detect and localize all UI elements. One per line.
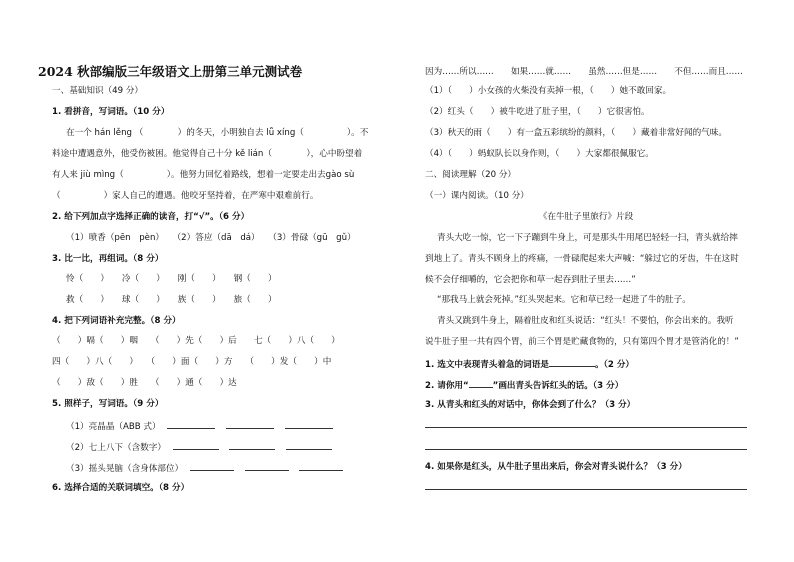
q6-item-1: （1）（ ）小女孩的火柴没有卖掉一根，（ ）她不敢回家。 (425, 86, 672, 96)
answer-blank[interactable] (549, 358, 595, 367)
q6-item-2: （2）红头（ ）被牛吃进了肚子里，（ ）它很害怕。 (425, 107, 650, 117)
q4-heading: 4. 把下列词语补充完整。（8 分） (52, 316, 181, 326)
q2-heading: 2. 给下列加点字选择正确的读音，打“√”。（6 分） (52, 212, 250, 222)
q5-heading: 5. 照样子，写词语。（9 分） (52, 399, 164, 409)
q5-item-3-text: （3）摇头晃脑（含身体部位） (66, 464, 184, 474)
q4-line-2: 四（ ）八（ ） （ ）面（ ）方 （ ）发（ ）中 (52, 357, 332, 367)
answer-blank[interactable] (167, 420, 215, 429)
reading-q2-text-end: ”画出青头告诉红头的话。（3 分） (492, 381, 624, 391)
q4-line-1: （ ）嗝（ ）咽 （ ）先（ ）后 七（ ）八（ ） (52, 336, 340, 346)
q6-item-3: （3）秋天的雨（ ）有一盒五彩缤纷的颜料，（ ）藏着非常好闻的气味。 (425, 128, 727, 138)
passage-line: 青头大吃一惊，它一下子蹦到牛身上，可是那头牛用尾巴轻轻一扫，青头就给摔 (437, 233, 738, 243)
q5-item-2-text: （2）七上八下（含数字） (66, 443, 166, 453)
q2-line-1: （1）喷香（pēn pèn） （2）答应（dā dá） （3）骨碌（gū gǔ） (66, 233, 356, 243)
q3-line-2: 救（ ） 球（ ） 族（ ） 旅（ ） (66, 295, 277, 305)
section-reading: 二、阅读理解（20 分） (425, 170, 517, 180)
q6-item-4: （4）（ ）蚂蚁队长以身作则，（ ）大家都很佩服它。 (425, 149, 654, 159)
answer-line[interactable] (425, 489, 747, 490)
passage-line: 说牛肚子里一共有四个胃，前三个胃是贮藏食物的，只有第四个胃才是管消化的！” (425, 337, 739, 347)
reading-q3: 3. 从青头和红头的对话中，你体会到了什么？（3 分） (425, 400, 636, 410)
passage-line: 到地上了。青头不顾身上的疼痛，一骨碌爬起来大声喊：“躲过它的牙齿，牛在这时 (425, 254, 739, 264)
underline-sample (469, 379, 493, 388)
answer-blank[interactable] (173, 441, 219, 450)
q5-item-3 (66, 462, 343, 475)
reading-q4: 4. 如果你是红头，从牛肚子里出来后，你会对青头说什么？（3 分） (425, 462, 687, 472)
answer-blank[interactable] (229, 441, 275, 450)
answer-blank[interactable] (190, 462, 234, 471)
answer-blank[interactable] (299, 462, 343, 471)
q6-word-bank: 因为……所以…… 如果……就…… 虽然……但是…… 不但……而且…… (425, 67, 743, 77)
answer-line[interactable] (425, 449, 747, 450)
passage-line: “那我马上就会死掉。”红头哭起来。它和草已经一起进了牛的肚子。 (437, 295, 691, 305)
passage-title: 《在牛肚子里旅行》片段 (538, 212, 634, 222)
reading-subsection-1: （一）课内阅读。（10 分） (425, 191, 529, 201)
q1-line-4: （ ）家人自己的遭遇。他咬牙坚持着，在严寒中艰难前行。 (52, 191, 319, 201)
reading-q2 (425, 379, 623, 392)
q5-item-2 (66, 441, 332, 454)
answer-blank[interactable] (226, 420, 274, 429)
q1-line-2: 料途中遭遇意外，他受伤被困。他觉得自己十分 kě lián（ ），心中盼望着 (52, 149, 363, 159)
reading-q1-text: 1. 选文中表现青头着急的词语是 (425, 360, 549, 370)
answer-blank[interactable] (285, 420, 333, 429)
answer-line[interactable] (425, 427, 747, 428)
reading-q1 (425, 358, 634, 371)
reading-q1-score: 。（2 分） (594, 360, 635, 370)
exam-title: 2024 秋部编版三年级语文上册第三单元测试卷 (38, 64, 303, 79)
q1-line-3: 有人来 jiù mìng（ ）。他努力回忆着路线，想着一定要走出去gào sù (52, 170, 355, 180)
section-basic-knowledge: 一、基础知识（49 分） (52, 86, 144, 96)
answer-blank[interactable] (286, 441, 332, 450)
reading-q2-text: 2. 请你用“ (425, 381, 469, 391)
passage-line: 候不会仔细嚼的，它会把你和草一起吞到肚子里去……” (425, 275, 636, 285)
q6-heading: 6. 选择合适的关联词填空。（8 分） (52, 483, 190, 493)
answer-blank[interactable] (245, 462, 289, 471)
passage-line: 青头又跳到牛身上，隔着肚皮和红头说话：“红头！不要怕，你会出来的。我听 (437, 316, 734, 326)
q3-heading: 3. 比一比，再组词。（8 分） (52, 254, 164, 264)
q1-heading: 1. 看拼音，写词语。（10 分） (52, 107, 170, 117)
q5-item-1 (66, 420, 333, 433)
q4-line-3: （ ）敌（ ）胜 （ ）通（ ）达 (52, 378, 237, 388)
q3-line-1: 怜（ ） 冷（ ） 刚（ ） 钢（ ） (66, 274, 277, 284)
q1-line-1: 在一个 hán lěng （ ）的冬天，小明独自去 lǚ xíng（ ）。不 (66, 128, 369, 138)
q5-item-1-text: （1）亮晶晶（ABB 式） (66, 422, 161, 432)
